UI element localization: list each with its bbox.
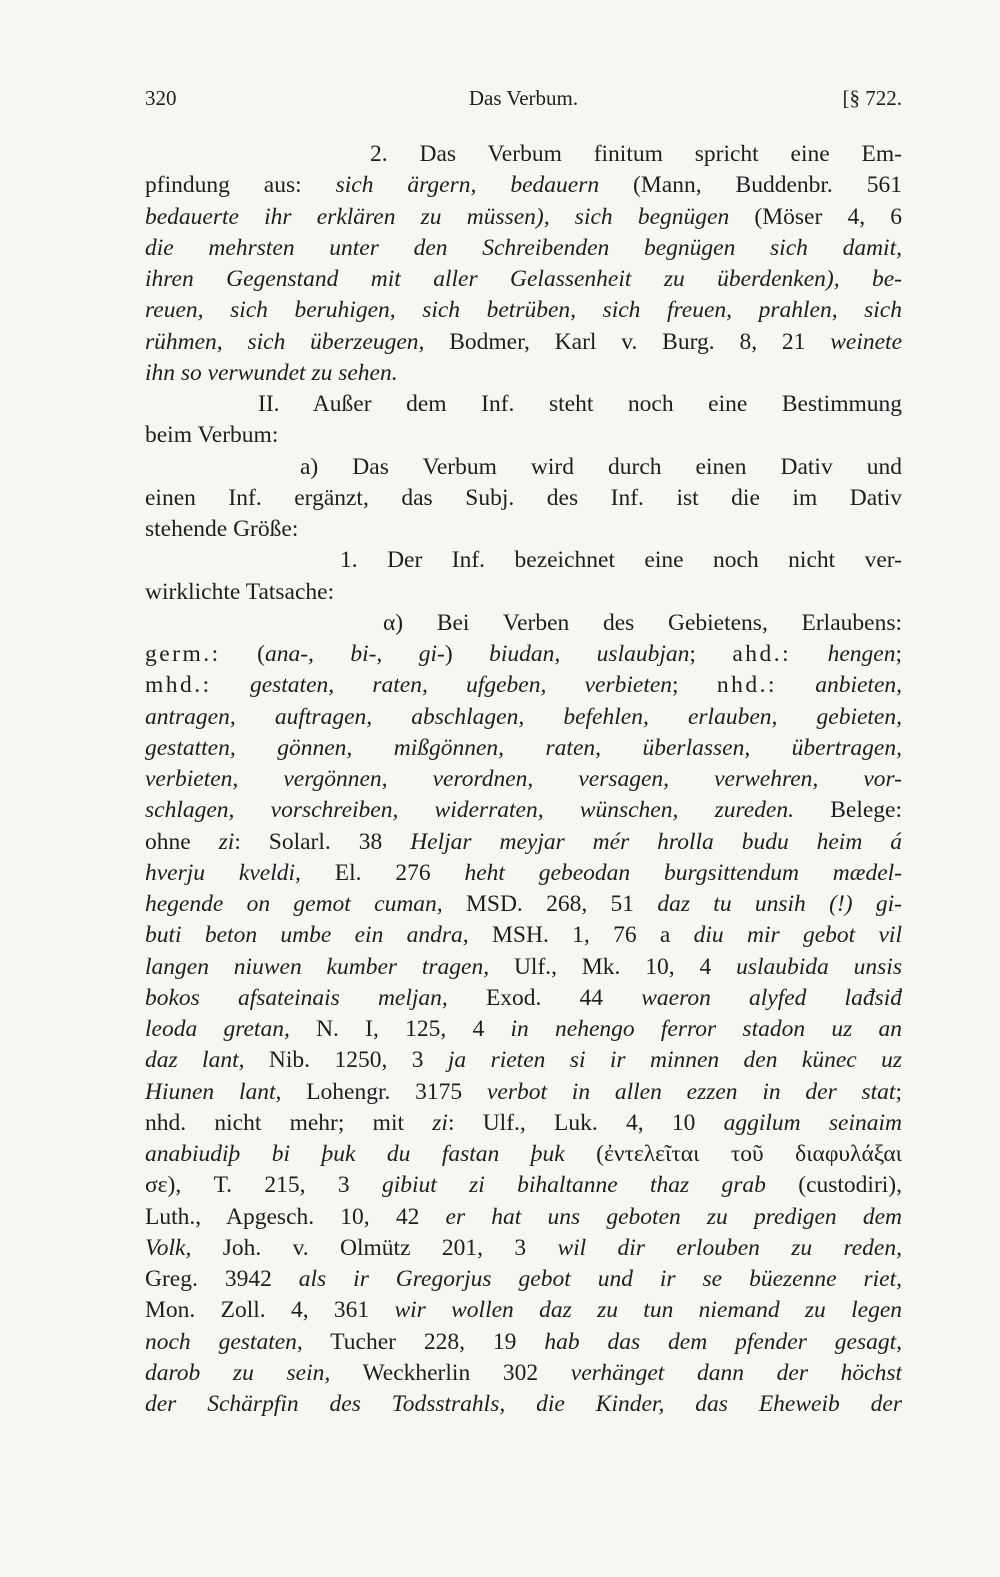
text-line xyxy=(145,1077,902,1108)
italic-quote: verhänget dann der höchst xyxy=(570,1359,902,1386)
italic-quote: Hiunen lant, xyxy=(145,1078,282,1105)
italic-quote: ana-, bi-, gi- xyxy=(264,641,445,667)
text-line xyxy=(145,608,902,639)
italic-quote: langen niuwen kumber tragen, xyxy=(145,953,490,980)
text-line xyxy=(145,1139,902,1170)
page-number: 320 xyxy=(145,86,177,110)
body-text xyxy=(145,139,902,1420)
text-line xyxy=(145,1202,902,1233)
text-line xyxy=(145,1108,902,1139)
italic-quote: hengen xyxy=(827,641,896,667)
text-line xyxy=(145,358,902,389)
italic-quote: rühmen, sich überzeugen, xyxy=(145,328,425,355)
italic-quote: leoda gretan, xyxy=(145,1016,290,1042)
text-line xyxy=(145,889,902,920)
text-segment: (Möser 4, 6 xyxy=(729,203,902,230)
text-line xyxy=(145,920,902,951)
italic-quote: wil dir erlouben zu reden, xyxy=(557,1234,902,1261)
text-segment: ; xyxy=(672,672,717,699)
text-line xyxy=(145,1295,902,1326)
text-line xyxy=(145,858,902,889)
italic-quote: sich ärgern, bedauern xyxy=(335,172,600,199)
text-line xyxy=(145,483,902,514)
italic-quote: hverju kveldi, xyxy=(145,859,301,886)
text-segment: Lohengr. 3175 xyxy=(281,1078,487,1105)
language-label: ahd.: xyxy=(732,641,792,667)
text-line xyxy=(145,389,902,420)
italic-quote: bedauerte ihr erklären zu müssen), sich begnügen xyxy=(145,203,730,230)
text-line xyxy=(145,1014,902,1045)
italic-quote: biudan, uslaubjan xyxy=(489,641,690,667)
text-segment: MSD. 268, 51 xyxy=(442,891,658,917)
text-segment: Luth., Apgesch. 10, 42 xyxy=(145,1203,446,1230)
language-label: mhd.: xyxy=(145,672,212,699)
italic-quote: ja rieten si ir minnen den künec uz xyxy=(447,1047,902,1074)
text-segment: Exod. 44 xyxy=(447,984,642,1011)
italic-quote: verbieten, vergönnen, verordnen, versagen, verwehren, vor- xyxy=(145,766,902,792)
text-line xyxy=(145,202,902,233)
italic-quote: uslaubida unsis xyxy=(736,953,902,980)
italic-quote: anbieten, xyxy=(815,672,902,699)
italic-quote: Heljar meyjar mér hrolla budu heim á xyxy=(410,828,902,855)
text-segment: (ἐντελεῖται τοῦ διαφυλάξαι xyxy=(564,1141,902,1167)
text-line xyxy=(145,545,902,576)
text-line xyxy=(145,264,902,295)
italic-quote: gestaten, raten, ufgeben, verbieten xyxy=(249,672,673,699)
italic-quote: gestatten, gönnen, mißgönnen, raten, überlassen, übertragen, xyxy=(145,734,902,761)
text-line xyxy=(145,1264,902,1295)
text-segment: Tucher 228, 19 xyxy=(302,1328,545,1355)
text-segment: beim Verbum: xyxy=(145,422,279,449)
italic-quote: als ir Gregorjus gebot und ir se büezenne riet, xyxy=(298,1266,902,1292)
text-line xyxy=(145,327,902,358)
text-segment: 1. Der Inf. bezeichnet eine noch nicht ver- xyxy=(340,547,902,574)
italic-quote: reuen, sich beruhigen, sich betrüben, sich freuen, prahlen, sich xyxy=(145,297,902,324)
text-segment: α) Bei Verben des Gebietens, Erlaubens: xyxy=(383,609,902,636)
text-line xyxy=(145,764,902,795)
text-segment: Weckherlin 302 xyxy=(330,1359,571,1386)
text-segment: σε), T. 215, 3 xyxy=(145,1172,382,1199)
italic-quote: noch gestaten, xyxy=(145,1328,303,1355)
italic-quote: darob zu sein, xyxy=(145,1359,331,1386)
text-line xyxy=(145,295,902,326)
italic-quote: antragen, auftragen, abschlagen, befehlen, erlauben, gebieten, xyxy=(145,703,902,730)
italic-quote: zi xyxy=(218,828,235,855)
text-segment: Bodmer, Karl v. Burg. 8, 21 xyxy=(424,328,831,355)
text-segment xyxy=(212,672,250,698)
text-segment: Mon. Zoll. 4, 361 xyxy=(145,1297,395,1324)
text-segment: Ulf., Mk. 10, 4 xyxy=(489,953,737,980)
text-line xyxy=(145,577,902,608)
italic-quote: in nehengo ferror stadon uz an xyxy=(510,1016,902,1042)
text-line xyxy=(145,420,902,451)
language-label: germ.: xyxy=(145,641,221,667)
italic-quote: diu mir gebot vil xyxy=(693,922,902,949)
text-segment: einen Inf. ergänzt, das Subj. des Inf. ist die im Dativ xyxy=(145,484,902,511)
text-line xyxy=(145,452,902,483)
italic-quote: ihren Gegenstand mit aller Gelassenheit zu überdenken), be- xyxy=(145,266,902,292)
italic-quote: anabiudiþ bi þuk du fastan þuk xyxy=(145,1141,565,1167)
italic-quote: der Schärpfin des Todsstrahls, die Kinder, das Eheweib der xyxy=(145,1391,902,1417)
italic-quote: er hat uns geboten zu predigen dem xyxy=(445,1203,902,1230)
text-segment: ; xyxy=(895,641,902,667)
text-segment: nhd. nicht mehr; mit xyxy=(145,1109,433,1136)
text-line xyxy=(145,1389,902,1420)
italic-quote: hab das dem pfender gesagt, xyxy=(544,1328,902,1355)
italic-quote: schlagen, vorschreiben, widerraten, wünschen, zureden. xyxy=(145,797,794,824)
text-line xyxy=(145,952,902,983)
text-segment: Belege: xyxy=(793,797,902,824)
italic-quote: Volk, xyxy=(145,1234,192,1261)
text-line xyxy=(145,733,902,764)
text-line xyxy=(145,139,902,170)
text-line xyxy=(145,827,902,858)
text-segment: 2. Das Verbum finitum spricht eine Em- xyxy=(370,141,902,167)
text-segment xyxy=(791,641,827,667)
text-line xyxy=(145,639,902,670)
text-segment: ( xyxy=(220,641,265,667)
text-segment: El. 276 xyxy=(300,859,465,886)
text-segment: ohne xyxy=(145,828,219,855)
text-line xyxy=(145,670,902,701)
text-segment: Nib. 1250, 3 xyxy=(244,1047,448,1074)
text-segment: : Ulf., Luk. 4, 10 xyxy=(447,1109,724,1136)
italic-quote: weinete xyxy=(830,328,902,355)
italic-quote: waeron alyfed lađsiđ xyxy=(641,984,902,1011)
italic-quote: wir wollen daz zu tun niemand zu legen xyxy=(394,1297,902,1324)
italic-quote: daz lant, xyxy=(145,1047,245,1074)
text-segment: : Solarl. 38 xyxy=(234,828,411,855)
italic-quote: buti beton umbe ein andra, xyxy=(145,922,469,949)
text-segment: Joh. v. Olmütz 201, 3 xyxy=(191,1234,558,1261)
text-line xyxy=(145,1233,902,1264)
section-number: [§ 722. xyxy=(842,86,902,110)
language-label: nhd.: xyxy=(716,672,777,699)
text-segment: II. Außer dem Inf. steht noch eine Bestimmung xyxy=(258,391,902,417)
text-line xyxy=(145,233,902,264)
text-line xyxy=(145,702,902,733)
italic-quote: die mehrsten unter den Schreibenden begnügen sich damit, xyxy=(145,234,902,261)
text-segment: pfindung aus: xyxy=(145,172,336,199)
text-line xyxy=(145,1170,902,1201)
text-segment: ; xyxy=(689,641,733,667)
text-segment: stehende Größe: xyxy=(145,516,299,542)
text-line xyxy=(145,514,902,545)
italic-quote: daz tu unsih (!) gi- xyxy=(657,891,902,917)
text-segment: ) xyxy=(444,641,490,667)
text-segment: (Mann, Buddenbr. 561 xyxy=(599,172,902,199)
text-line xyxy=(145,983,902,1014)
italic-quote: heht gebeodan burgsittendum mædel- xyxy=(464,859,902,886)
running-title: Das Verbum. xyxy=(468,86,579,110)
text-segment: N. I, 125, 4 xyxy=(289,1016,511,1042)
italic-quote: ihn so verwundet zu sehen. xyxy=(145,359,398,386)
italic-quote: verbot in allen ezzen in der stat xyxy=(486,1078,896,1105)
text-segment: wirklichte Tatsache: xyxy=(145,578,335,605)
text-segment: (custodiri), xyxy=(765,1172,902,1199)
text-segment: Greg. 3942 xyxy=(145,1266,299,1292)
text-line xyxy=(145,1358,902,1389)
italic-quote: zi xyxy=(432,1109,448,1136)
text-line xyxy=(145,1045,902,1076)
text-line xyxy=(145,795,902,826)
italic-quote: hegende on gemot cuman, xyxy=(145,891,443,917)
text-segment: a) Das Verbum wird durch einen Dativ und xyxy=(300,453,902,480)
text-segment xyxy=(777,672,815,698)
text-segment: MSH. 1, 76 a xyxy=(468,922,694,949)
text-segment: ; xyxy=(895,1078,902,1105)
text-line xyxy=(145,1327,902,1358)
text-line xyxy=(145,170,902,201)
italic-quote: bokos afsateinais meljan, xyxy=(145,984,448,1011)
italic-quote: aggilum seinaim xyxy=(723,1109,902,1136)
italic-quote: gibiut zi bihaltanne thaz grab xyxy=(381,1172,766,1199)
running-header xyxy=(145,86,902,116)
